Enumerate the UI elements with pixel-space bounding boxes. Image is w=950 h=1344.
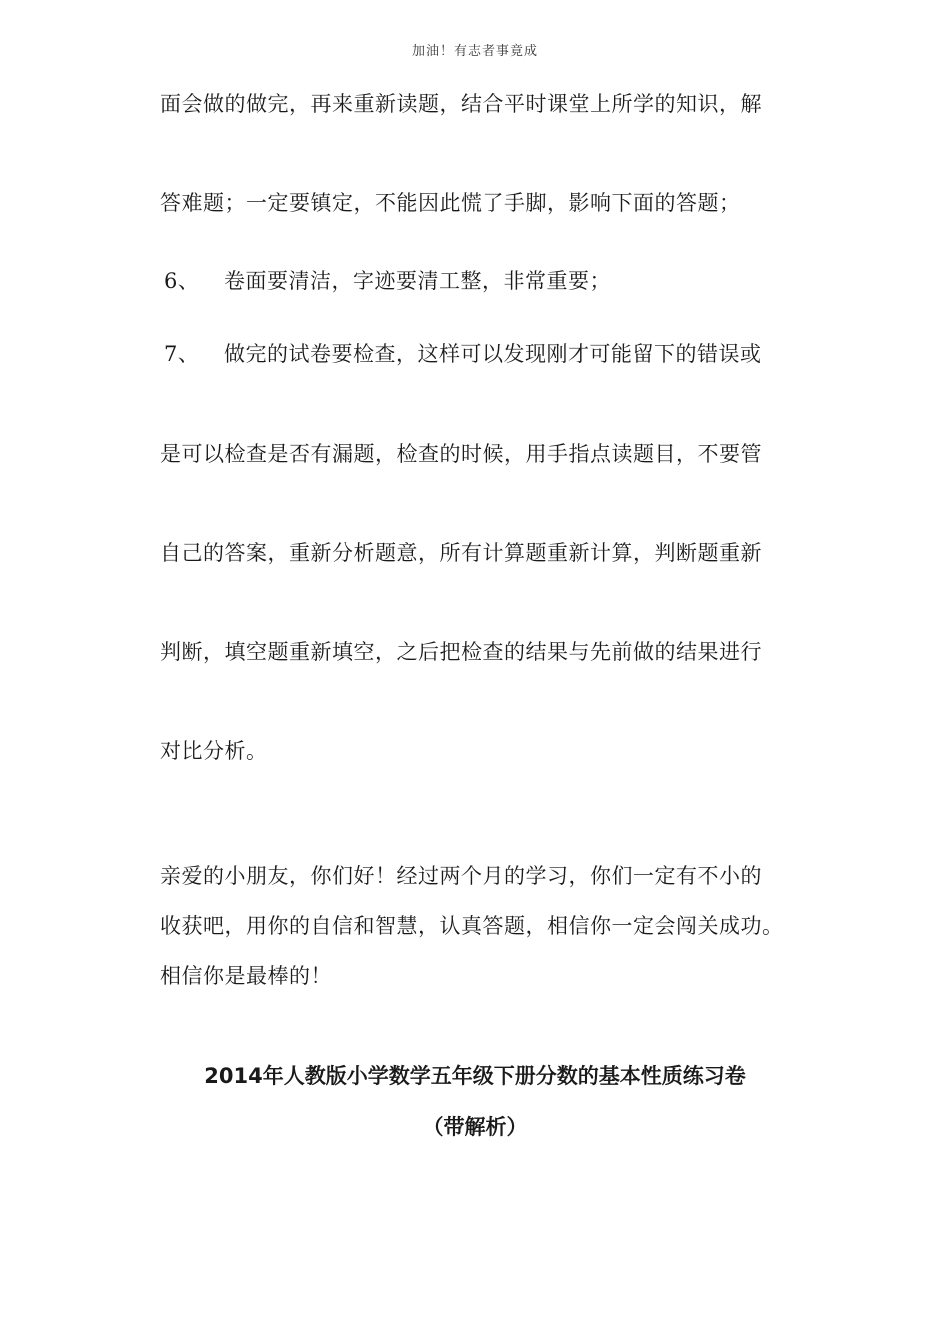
text-line: 判断，填空题重新填空，之后把检查的结果与先前做的结果进行 — [160, 640, 762, 664]
text-line: 对比分析。 — [160, 739, 268, 763]
text-line: 面会做的做完，再来重新读题，结合平时课堂上所学的知识，解 — [160, 92, 762, 116]
text-line: 答难题；一定要镇定，不能因此慌了手脚，影响下面的答题； — [160, 191, 741, 215]
text-line: 亲爱的小朋友，你们好！经过两个月的学习，你们一定有不小的 — [160, 864, 762, 888]
text-line: 是可以检查是否有漏题，检查的时候，用手指点读题目，不要管 — [160, 442, 762, 466]
page-header: 加油！有志者事竟成 — [411, 44, 538, 59]
list-item-number: 7、 — [164, 342, 200, 366]
text-line: 相信你是最棒的！ — [160, 964, 332, 988]
list-item-6 — [160, 265, 611, 295]
document-title: 2014年人教版小学数学五年级下册分数的基本性质练习卷 — [204, 1064, 746, 1088]
list-item-text: 做完的试卷要检查，这样可以发现刚才可能留下的错误或 — [224, 342, 762, 366]
list-item-7 — [160, 338, 762, 368]
list-item-number: 6、 — [164, 269, 200, 293]
document-subtitle: （带解析） — [422, 1115, 528, 1139]
text-line: 收获吧，用你的自信和智慧，认真答题，相信你一定会闯关成功。 — [160, 914, 784, 938]
list-item-text: 卷面要清洁，字迹要清工整，非常重要； — [224, 269, 611, 293]
text-line: 自己的答案，重新分析题意，所有计算题重新计算，判断题重新 — [160, 541, 762, 565]
